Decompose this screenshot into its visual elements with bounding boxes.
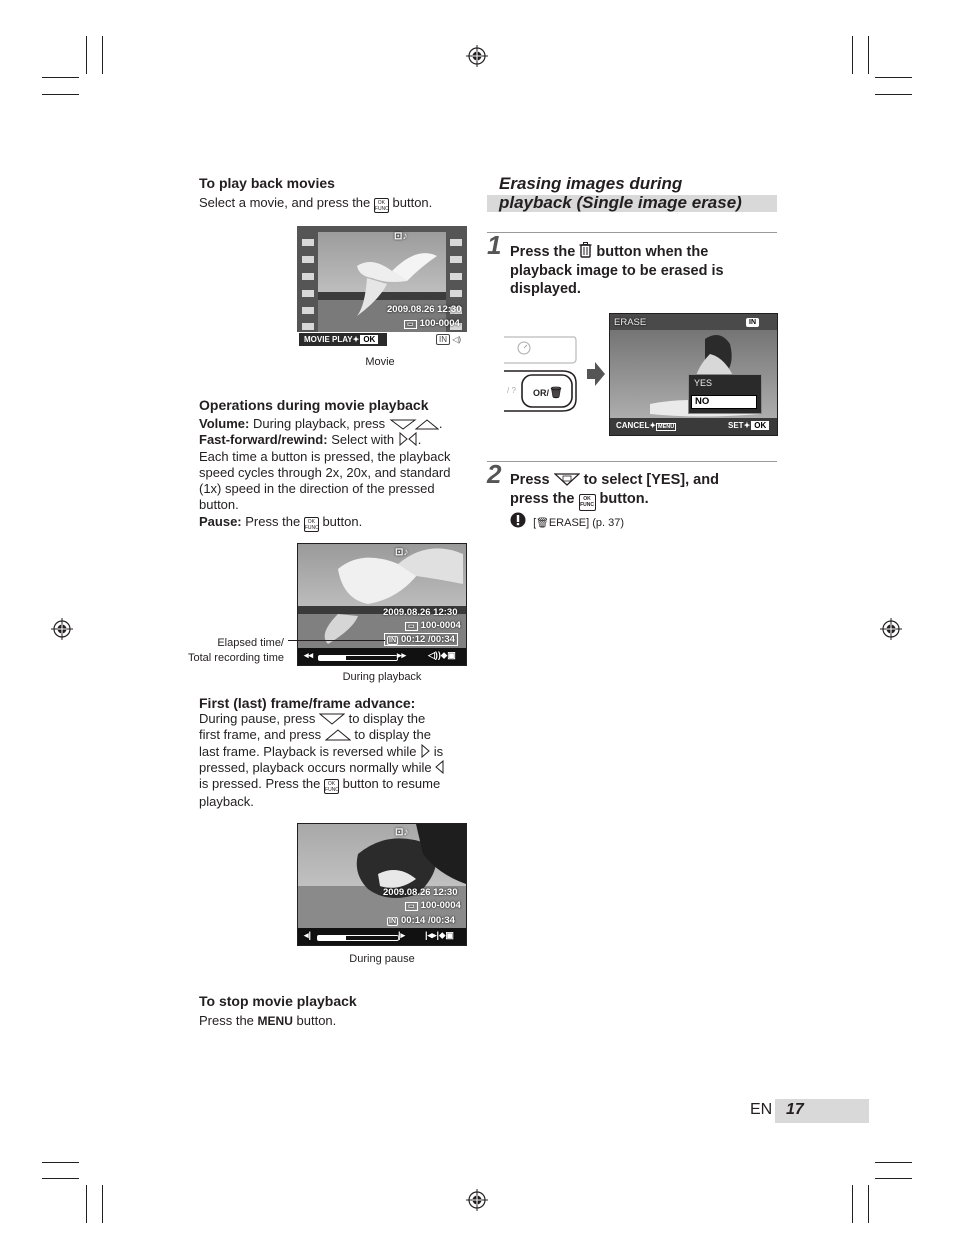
- frame-back-icon: ◂|: [304, 930, 312, 940]
- up-arrow-button-icon: [319, 713, 345, 725]
- erase-screen: [609, 313, 778, 436]
- crop-mark: [102, 36, 103, 74]
- playback-file-number: ▭ 100-0004: [405, 620, 461, 631]
- volume-control-icon: ◁))⬥▣: [428, 650, 456, 660]
- crop-mark: [868, 1185, 869, 1223]
- pause-elapsed-total-time: IN 00:14 /00:34: [389, 915, 455, 926]
- down-arrow-button-icon: [325, 729, 351, 741]
- left-arrow-button-icon: [420, 744, 430, 758]
- language-label: EN: [750, 1101, 773, 1118]
- movie-file-number: ▭ 100-0004: [404, 318, 460, 329]
- registration-mark-icon: [51, 618, 73, 640]
- up-down-arrow-buttons-icon: [389, 418, 439, 430]
- crop-mark: [86, 1185, 87, 1223]
- erase-screen-title: ERASE: [614, 317, 647, 328]
- stop-playback-heading: To stop movie playback: [199, 993, 357, 1009]
- page-number: 17: [786, 1101, 804, 1118]
- left-right-arrow-buttons-icon: [398, 432, 418, 446]
- movie-date: 2009.08.26 12:30: [387, 304, 462, 315]
- crop-mark: [875, 1162, 912, 1163]
- play-movies-heading: To play back movies: [199, 175, 335, 191]
- movie-screen: [297, 226, 467, 348]
- figure-caption: During playback: [342, 671, 422, 683]
- right-arrow-button-icon: [435, 760, 445, 774]
- movie-thumbnail-image: [297, 226, 467, 348]
- pause-screen: [297, 823, 467, 946]
- ok-func-button-icon: OK FUNC: [304, 518, 319, 531]
- step-divider: [487, 461, 777, 462]
- or-trash-button-label: OR/🗑: [533, 387, 563, 399]
- figure-caption: Movie: [365, 356, 395, 368]
- crop-mark: [852, 1185, 853, 1223]
- callout-line: [288, 640, 385, 641]
- erase-menu: [688, 374, 762, 414]
- crop-mark: [42, 77, 79, 78]
- crop-mark: [875, 1178, 912, 1179]
- pause-photo: [298, 824, 466, 945]
- frame-advance-text: During pause, press to display the first frame, and press to display the last frame. Playback is reversed while is pressed, playback occurs normally while is pressed. Press the OK FUNC button to resume playback.: [199, 711, 464, 810]
- crop-mark: [42, 1162, 79, 1163]
- fast-forward-icon: ▸▸: [397, 650, 407, 660]
- progress-bar: [318, 655, 398, 661]
- pause-file-number: ▭ 100-0004: [405, 900, 461, 911]
- erase-option-yes[interactable]: YES: [694, 378, 713, 388]
- memory-and-volume-icon: IN ◁): [436, 335, 461, 344]
- progress-bar: [317, 935, 399, 941]
- step-divider: [487, 232, 777, 233]
- step-2-number: 2: [487, 459, 502, 489]
- playback-photo: [298, 544, 466, 665]
- crop-mark: [42, 1178, 79, 1179]
- registration-mark-icon: [880, 618, 902, 640]
- crop-mark: [102, 1185, 103, 1223]
- note-row: [🗑ERASE] (p. 37): [510, 512, 624, 529]
- crop-mark: [875, 94, 912, 95]
- trash-icon: 🗑: [536, 518, 549, 529]
- set-hint: SET✦ OK: [728, 421, 769, 430]
- ok-func-button-icon: OK FUNC: [579, 494, 596, 511]
- registration-mark-icon: [466, 1189, 488, 1211]
- trash-icon: [579, 242, 592, 258]
- crop-mark: [86, 36, 87, 74]
- page-number-box: [775, 1099, 869, 1123]
- up-down-button-icon: [554, 473, 580, 486]
- crop-mark: [852, 36, 853, 74]
- first-last-frame-icon: |◂▸|⬥▣: [425, 930, 454, 940]
- crop-mark: [868, 36, 869, 74]
- arrow-right-icon: [587, 362, 605, 386]
- movie-play-label: MOVIE PLAY✦ OK: [304, 335, 378, 344]
- erase-option-no[interactable]: NO: [691, 395, 757, 409]
- caution-icon: [510, 512, 526, 528]
- play-movies-text: Select a movie, and press the OK FUNC button.: [199, 195, 433, 212]
- frame-advance-heading: First (last) frame/frame advance:: [199, 695, 416, 711]
- movie-mode-icon: ⊡♪: [395, 547, 409, 558]
- step-2-text: Press to select [YES], and press the OK FUNC button.: [510, 471, 719, 511]
- operations-text: Volume: During playback, press . Fast-forward/rewind: Select with . Each time a button is pressed, the playback speed cycles through 2x, 20x, and standard (1x) speed in the direction of the pressed button. Pause: Press the OK FUNC button.: [199, 416, 451, 531]
- internal-memory-icon: IN: [746, 318, 759, 327]
- ok-func-button-icon: OK FUNC: [325, 781, 339, 794]
- camera-buttons-illustration: [504, 333, 584, 413]
- playback-date: 2009.08.26 12:30: [383, 607, 458, 618]
- frame-forward-icon: |▸: [398, 930, 406, 940]
- section-title: Erasing images during playback (Single image erase): [499, 174, 742, 212]
- svg-text:/ ?: / ?: [507, 386, 516, 395]
- elapsed-time-label: Elapsed time/ Total recording time: [188, 637, 284, 664]
- figure-caption: During pause: [349, 953, 415, 965]
- playback-screen: [297, 543, 467, 666]
- step-1-number: 1: [487, 230, 502, 260]
- ok-func-button-icon: OK FUNC: [374, 200, 389, 212]
- crop-mark: [42, 94, 79, 95]
- elapsed-total-time: IN 00:12 /00:34: [384, 633, 458, 646]
- stop-playback-text: Press the MENU button.: [199, 1013, 337, 1028]
- rewind-icon: ◂◂: [304, 650, 314, 660]
- movie-mode-icon: ⊡♪: [395, 827, 409, 838]
- step-1-text: Press the button when the playback image to be erased is displayed.: [510, 244, 724, 297]
- movie-mode-icon: ⊡♪: [394, 231, 408, 242]
- pause-date: 2009.08.26 12:30: [383, 887, 458, 898]
- crop-mark: [875, 77, 912, 78]
- registration-mark-icon: [466, 45, 488, 67]
- cancel-hint: CANCEL✦ MENU: [616, 421, 675, 430]
- operations-heading: Operations during movie playback: [199, 397, 429, 413]
